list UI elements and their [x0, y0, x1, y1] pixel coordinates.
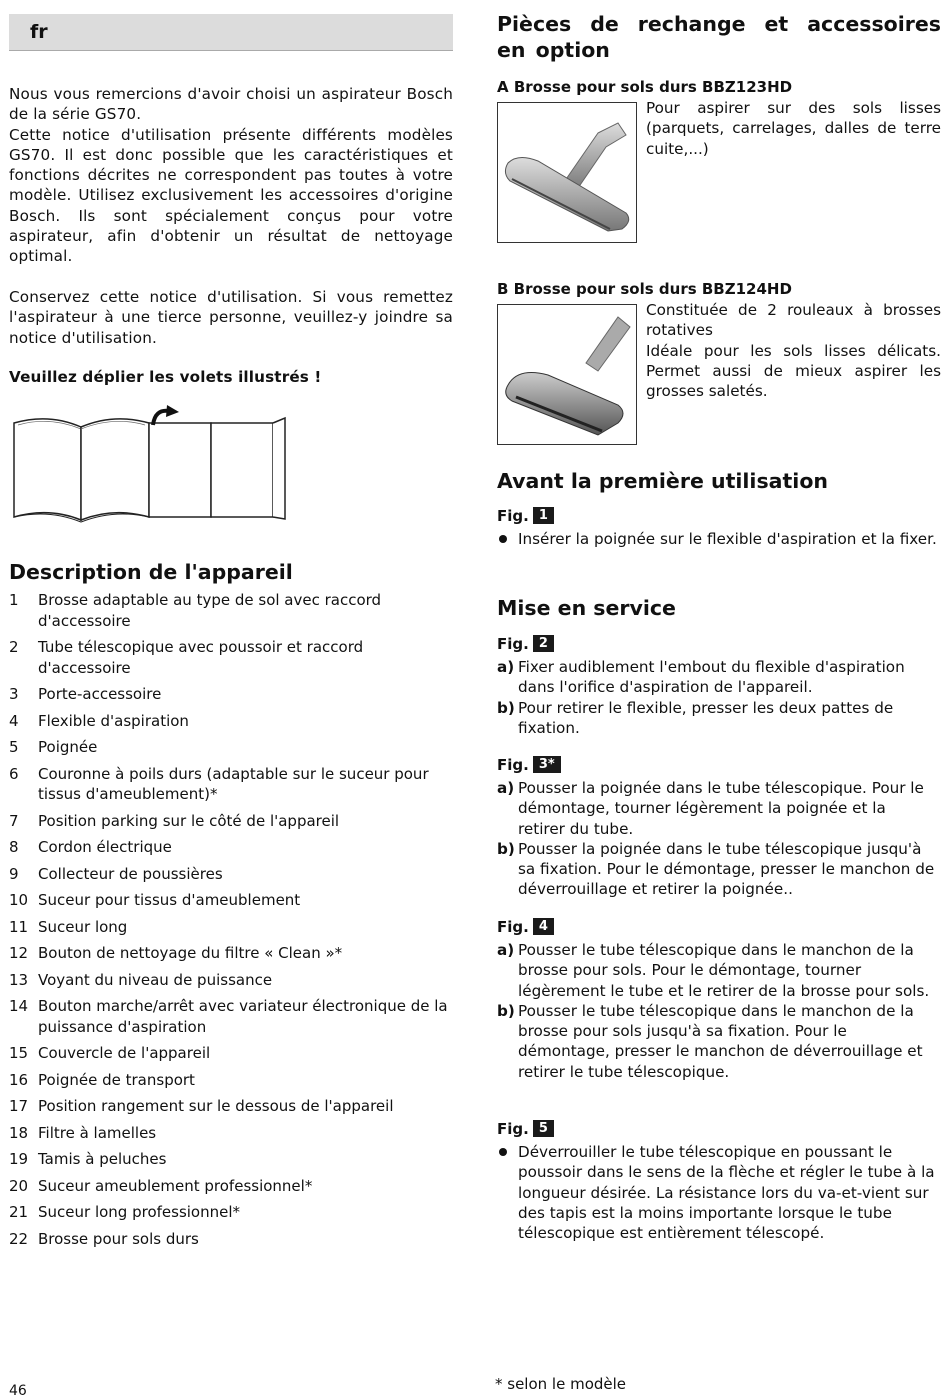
startup-title: Mise en service — [497, 596, 676, 620]
list-item: 4 Flexible d'aspiration — [9, 711, 189, 730]
list-item: 20 Suceur ameublement professionnel* — [9, 1176, 313, 1195]
fig-1-label: Fig. 1 — [497, 507, 554, 525]
list-item: 10 Suceur pour tissus d'ameublement — [9, 891, 301, 909]
accessory-a-title: A Brosse pour sols durs BBZ123HD — [497, 78, 793, 96]
list-item: 15 Couvercle de l'appareil — [9, 1044, 211, 1062]
fig-2-steps — [497, 657, 937, 738]
brush-bbz123hd-image — [497, 102, 637, 243]
intro-notice: Cette notice d'utilisation présente différents modèles GS70. Il est donc possible que les caractéristiques et fonctions décrites ne correspondent pas toutes à votre modèle. Utilisez exclusivement les accessoires d'origine Bosch. Ils sont spécialement conçus pour votre aspirateur, afin d'obtenir un résultat de nettoyage optimal. — [9, 125, 453, 266]
list-item: 6 Couronne à poils durs (adaptable sur le suceur pour tissus d'ameublement)* — [9, 764, 429, 803]
language-code: fr — [30, 21, 48, 43]
fig-badge: 4 — [533, 918, 554, 935]
list-item: b) Pour retirer le flexible, presser les deux pattes de fixation. — [497, 698, 894, 737]
list-item: 5 Poignée — [9, 738, 98, 756]
list-item: a) Pousser le tube télescopique dans le manchon de la brosse pour sols. Pour le démontage, tourner légèrement le tube et le retirer de la brosse pour sols. — [497, 941, 930, 1000]
accessories-title: Pièces de rechange et accessoires en option — [497, 12, 941, 62]
accessory-b-title: B Brosse pour sols durs BBZ124HD — [497, 280, 792, 298]
list-item: a) Fixer audiblement l'embout du flexible d'aspiration dans l'orifice d'aspiration de l'appareil. — [497, 658, 905, 697]
fig-4-steps — [497, 940, 937, 1082]
fig-5-steps — [497, 1142, 937, 1243]
list-item: b) Pousser la poignée dans le tube télescopique jusqu'à sa fixation. Pour le démontage, presser le manchon de déverrouillage et retirer la poignée.. — [497, 839, 935, 899]
fig-badge: 1 — [533, 507, 554, 524]
list-item: 1 Brosse adaptable au type de sol avec raccord d'accessoire — [9, 591, 382, 630]
description-title: Description de l'appareil — [9, 560, 293, 584]
list-item: b) Pousser le tube télescopique dans le manchon de la brosse pour sols jusqu'à sa fixation. Pour le démontage, presser le manchon de déverrouillage et retirer le tube télescopique. — [497, 1001, 923, 1081]
list-item: 18 Filtre à lamelles — [9, 1123, 157, 1142]
accessory-a-text: Pour aspirer sur des sols lisses (parquets, carrelages, dalles de terre cuite,...) — [646, 99, 941, 158]
fig-4-label: Fig. 4 — [497, 918, 554, 936]
before-use-steps — [497, 529, 937, 549]
fig-2-label: Fig. 2 — [497, 635, 554, 653]
fig-3-steps — [497, 778, 937, 900]
before-use-title: Avant la première utilisation — [497, 469, 829, 493]
list-item: 8 Cordon électrique — [9, 838, 172, 856]
intro-thanks: Nous vous remercions d'avoir choisi un aspirateur Bosch de la série GS70. — [9, 85, 453, 124]
fig-badge: 2 — [533, 635, 554, 652]
folded-manual-illustration — [9, 405, 294, 525]
list-item: 21 Suceur long professionnel* — [9, 1203, 241, 1221]
list-item: 3 Porte-accessoire — [9, 685, 162, 703]
fig-3-label: Fig. 3* — [497, 756, 561, 774]
description-list — [9, 590, 453, 1249]
list-item: a) Pousser la poignée dans le tube télescopique. Pour le démontage, tourner légèrement la poignée et la retirer du tube. — [497, 779, 924, 838]
unfold-instruction: Veuillez déplier les volets illustrés ! — [9, 368, 322, 386]
fig-badge: 5 — [533, 1120, 554, 1137]
list-item: 14 Bouton marche/arrêt avec variateur électronique de la puissance d'aspiration — [9, 997, 448, 1036]
intro-paragraph-1 — [9, 84, 453, 267]
accessory-b-text-1: Constituée de 2 rouleaux à brosses rotatives — [646, 301, 941, 340]
fig-5-label: Fig. 5 — [497, 1120, 554, 1138]
list-item: Insérer la poignée sur le flexible d'aspiration et la fixer. — [497, 529, 937, 549]
list-item: 2 Tube télescopique avec poussoir et raccord d'accessoire — [9, 638, 364, 677]
list-item: 12 Bouton de nettoyage du filtre « Clean »* — [9, 944, 343, 962]
list-item: 11 Suceur long — [9, 917, 128, 936]
page-number: 46 — [9, 1383, 27, 1399]
language-header — [9, 14, 453, 51]
list-item: 19 Tamis à peluches — [9, 1150, 167, 1168]
fig-badge: 3* — [533, 756, 561, 773]
accessory-b-text-2: Idéale pour les sols lisses délicats. Permet aussi de mieux aspirer les grosses saletés. — [646, 341, 941, 401]
list-item: 17 Position rangement sur le dessous de l'appareil — [9, 1097, 394, 1115]
list-item: 7 Position parking sur le côté de l'appareil — [9, 811, 340, 830]
intro-paragraph-2: Conservez cette notice d'utilisation. Si vous remettez l'aspirateur à une tierce personne, veuillez-y joindre sa notice d'utilisation. — [9, 288, 453, 347]
list-item: 22 Brosse pour sols durs — [9, 1229, 199, 1248]
list-item: 13 Voyant du niveau de puissance — [9, 970, 273, 989]
brush-bbz124hd-image — [497, 304, 637, 445]
list-item: 9 Collecteur de poussières — [9, 864, 223, 883]
footnote: * selon le modèle — [495, 1375, 627, 1393]
list-item: Déverrouiller le tube télescopique en poussant le poussoir dans le sens de la flèche et régler le tube à la longueur désirée. La résistance lors du va-et-vient sur des tapis est la moins importante lorsque le tube télescopique est entièrement télescopé. — [497, 1142, 937, 1243]
list-item: 16 Poignée de transport — [9, 1070, 195, 1089]
accessory-b-text — [646, 300, 941, 401]
